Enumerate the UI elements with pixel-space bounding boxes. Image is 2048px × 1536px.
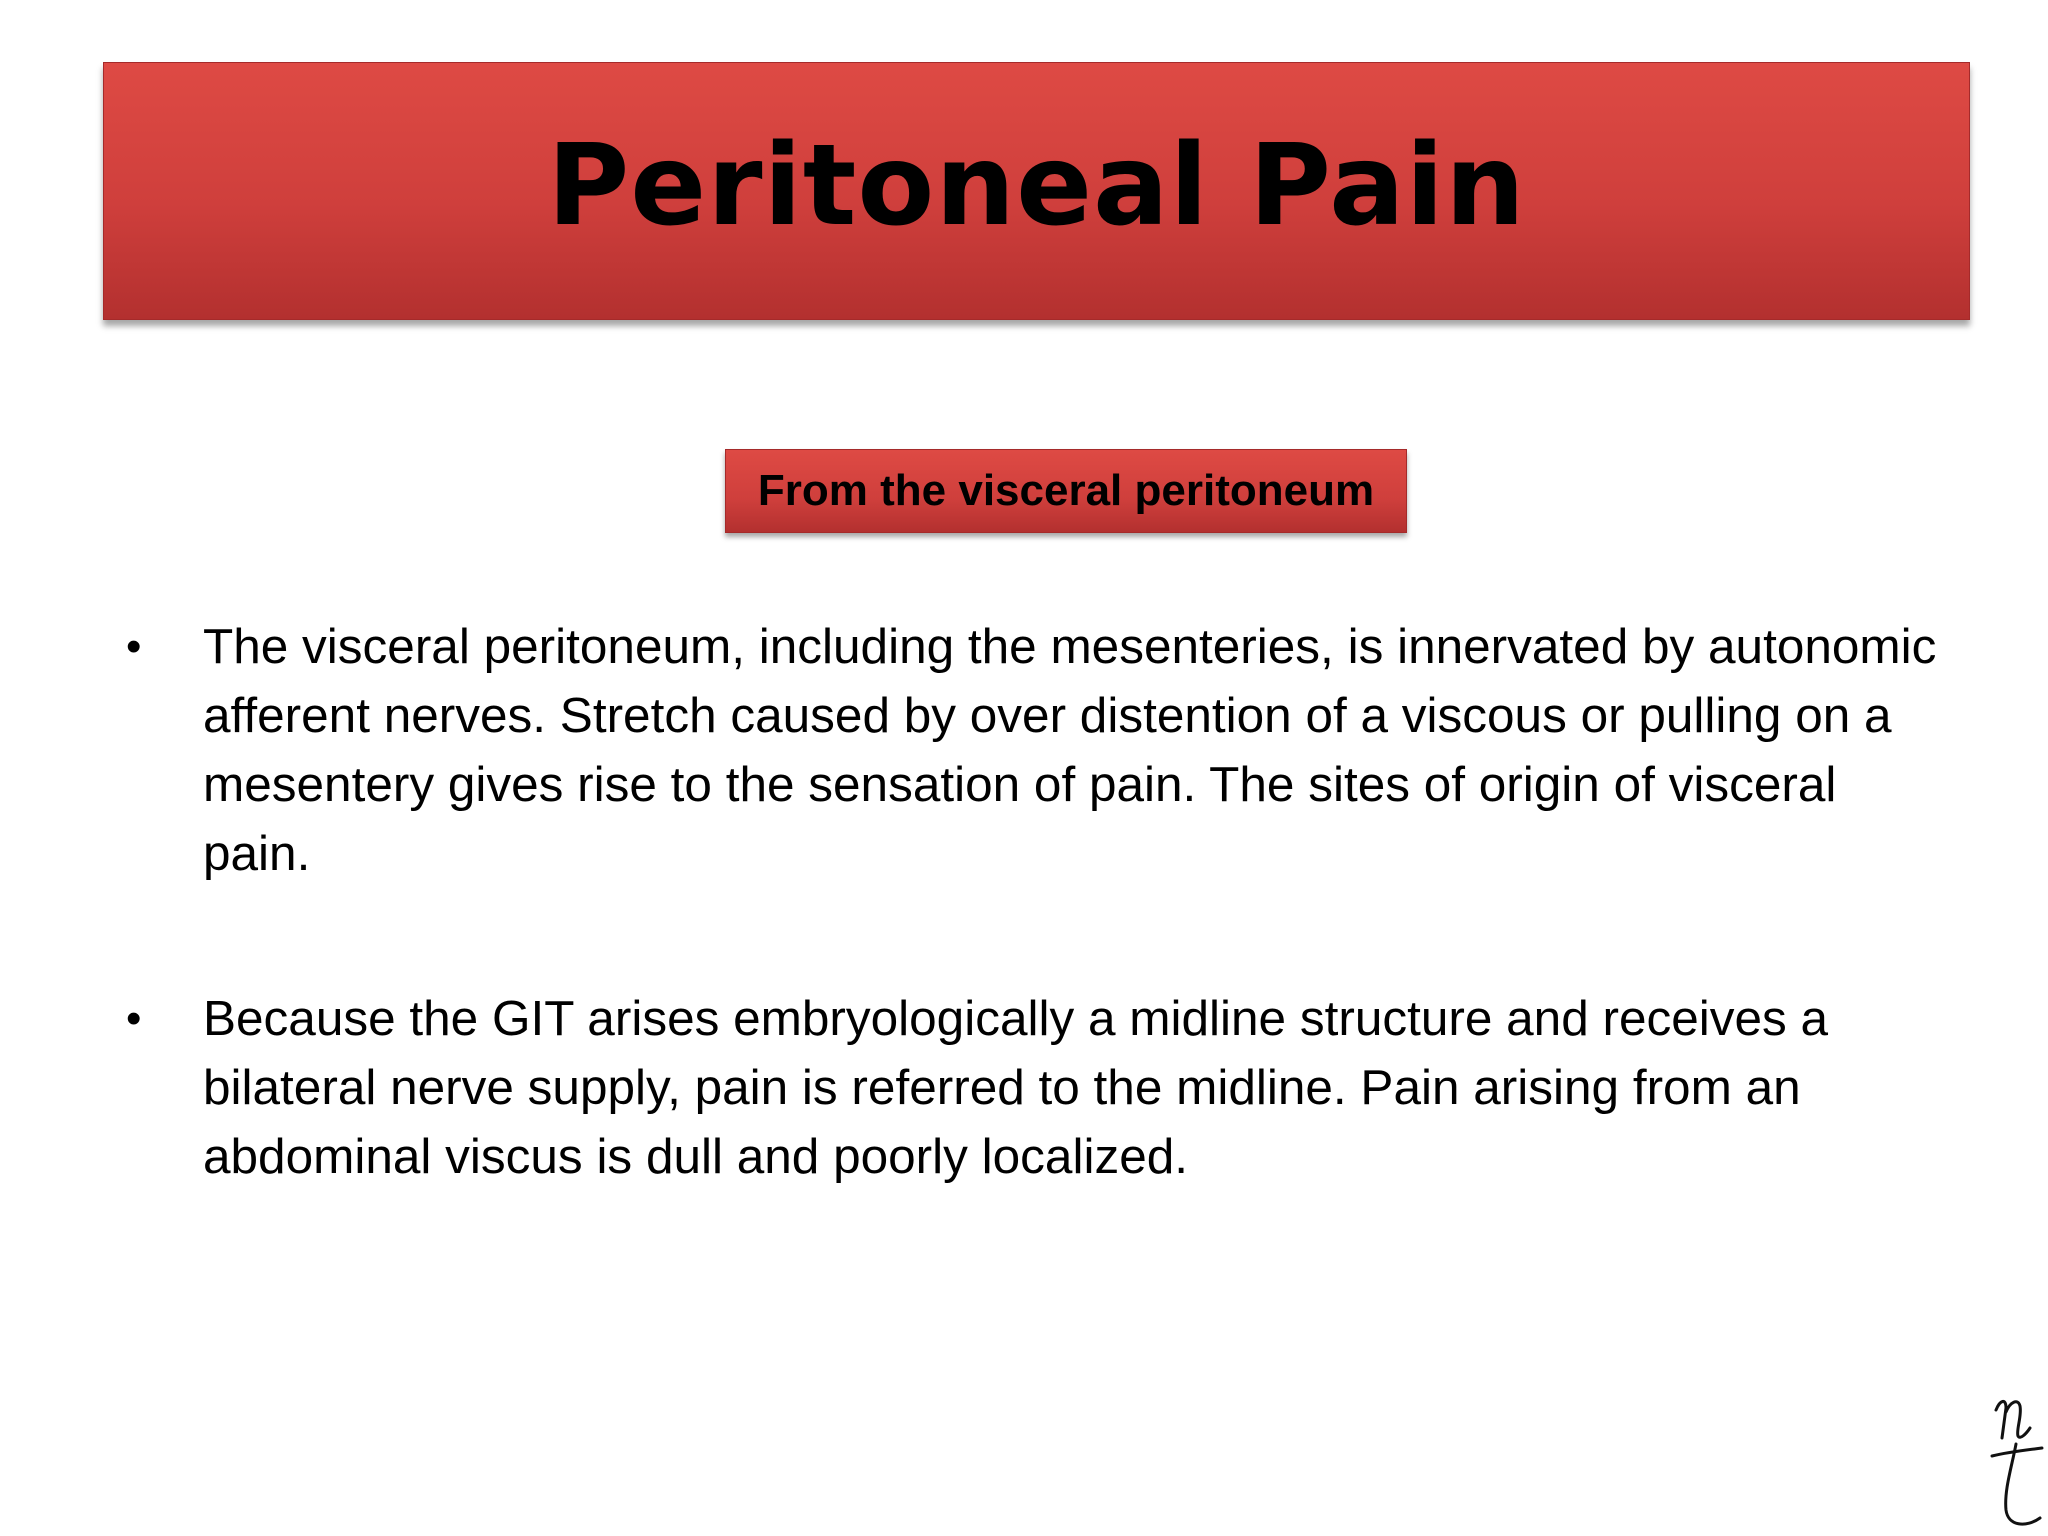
bullet-marker: •: [126, 994, 142, 1043]
bullet-item: [120, 984, 1950, 1191]
slide-title: Peritoneal Pain: [547, 121, 1526, 251]
bullet-text: The visceral peritoneum, including the mesenteries, is innervated by autonomic afferent nerves. Stretch caused by over distention of a viscous or pulling on a mesentery gives rise to the sensation of pain. The sites of origin of visceral pain.: [203, 619, 1937, 881]
subtitle-box: [725, 449, 1407, 533]
bullet-list: [120, 612, 1950, 1191]
title-banner: [103, 62, 1970, 320]
bullet-text: Because the GIT arises embryologically a midline structure and receives a bilateral nerve supply, pain is referred to the midline. Pain arising from an abdominal viscus is dull and poorly localized.: [203, 991, 1829, 1184]
bullet-item: [120, 612, 1950, 888]
bullet-marker: •: [126, 622, 142, 671]
handwritten-signature-icon: [1986, 1386, 2046, 1532]
slide-subtitle: From the visceral peritoneum: [757, 466, 1375, 515]
